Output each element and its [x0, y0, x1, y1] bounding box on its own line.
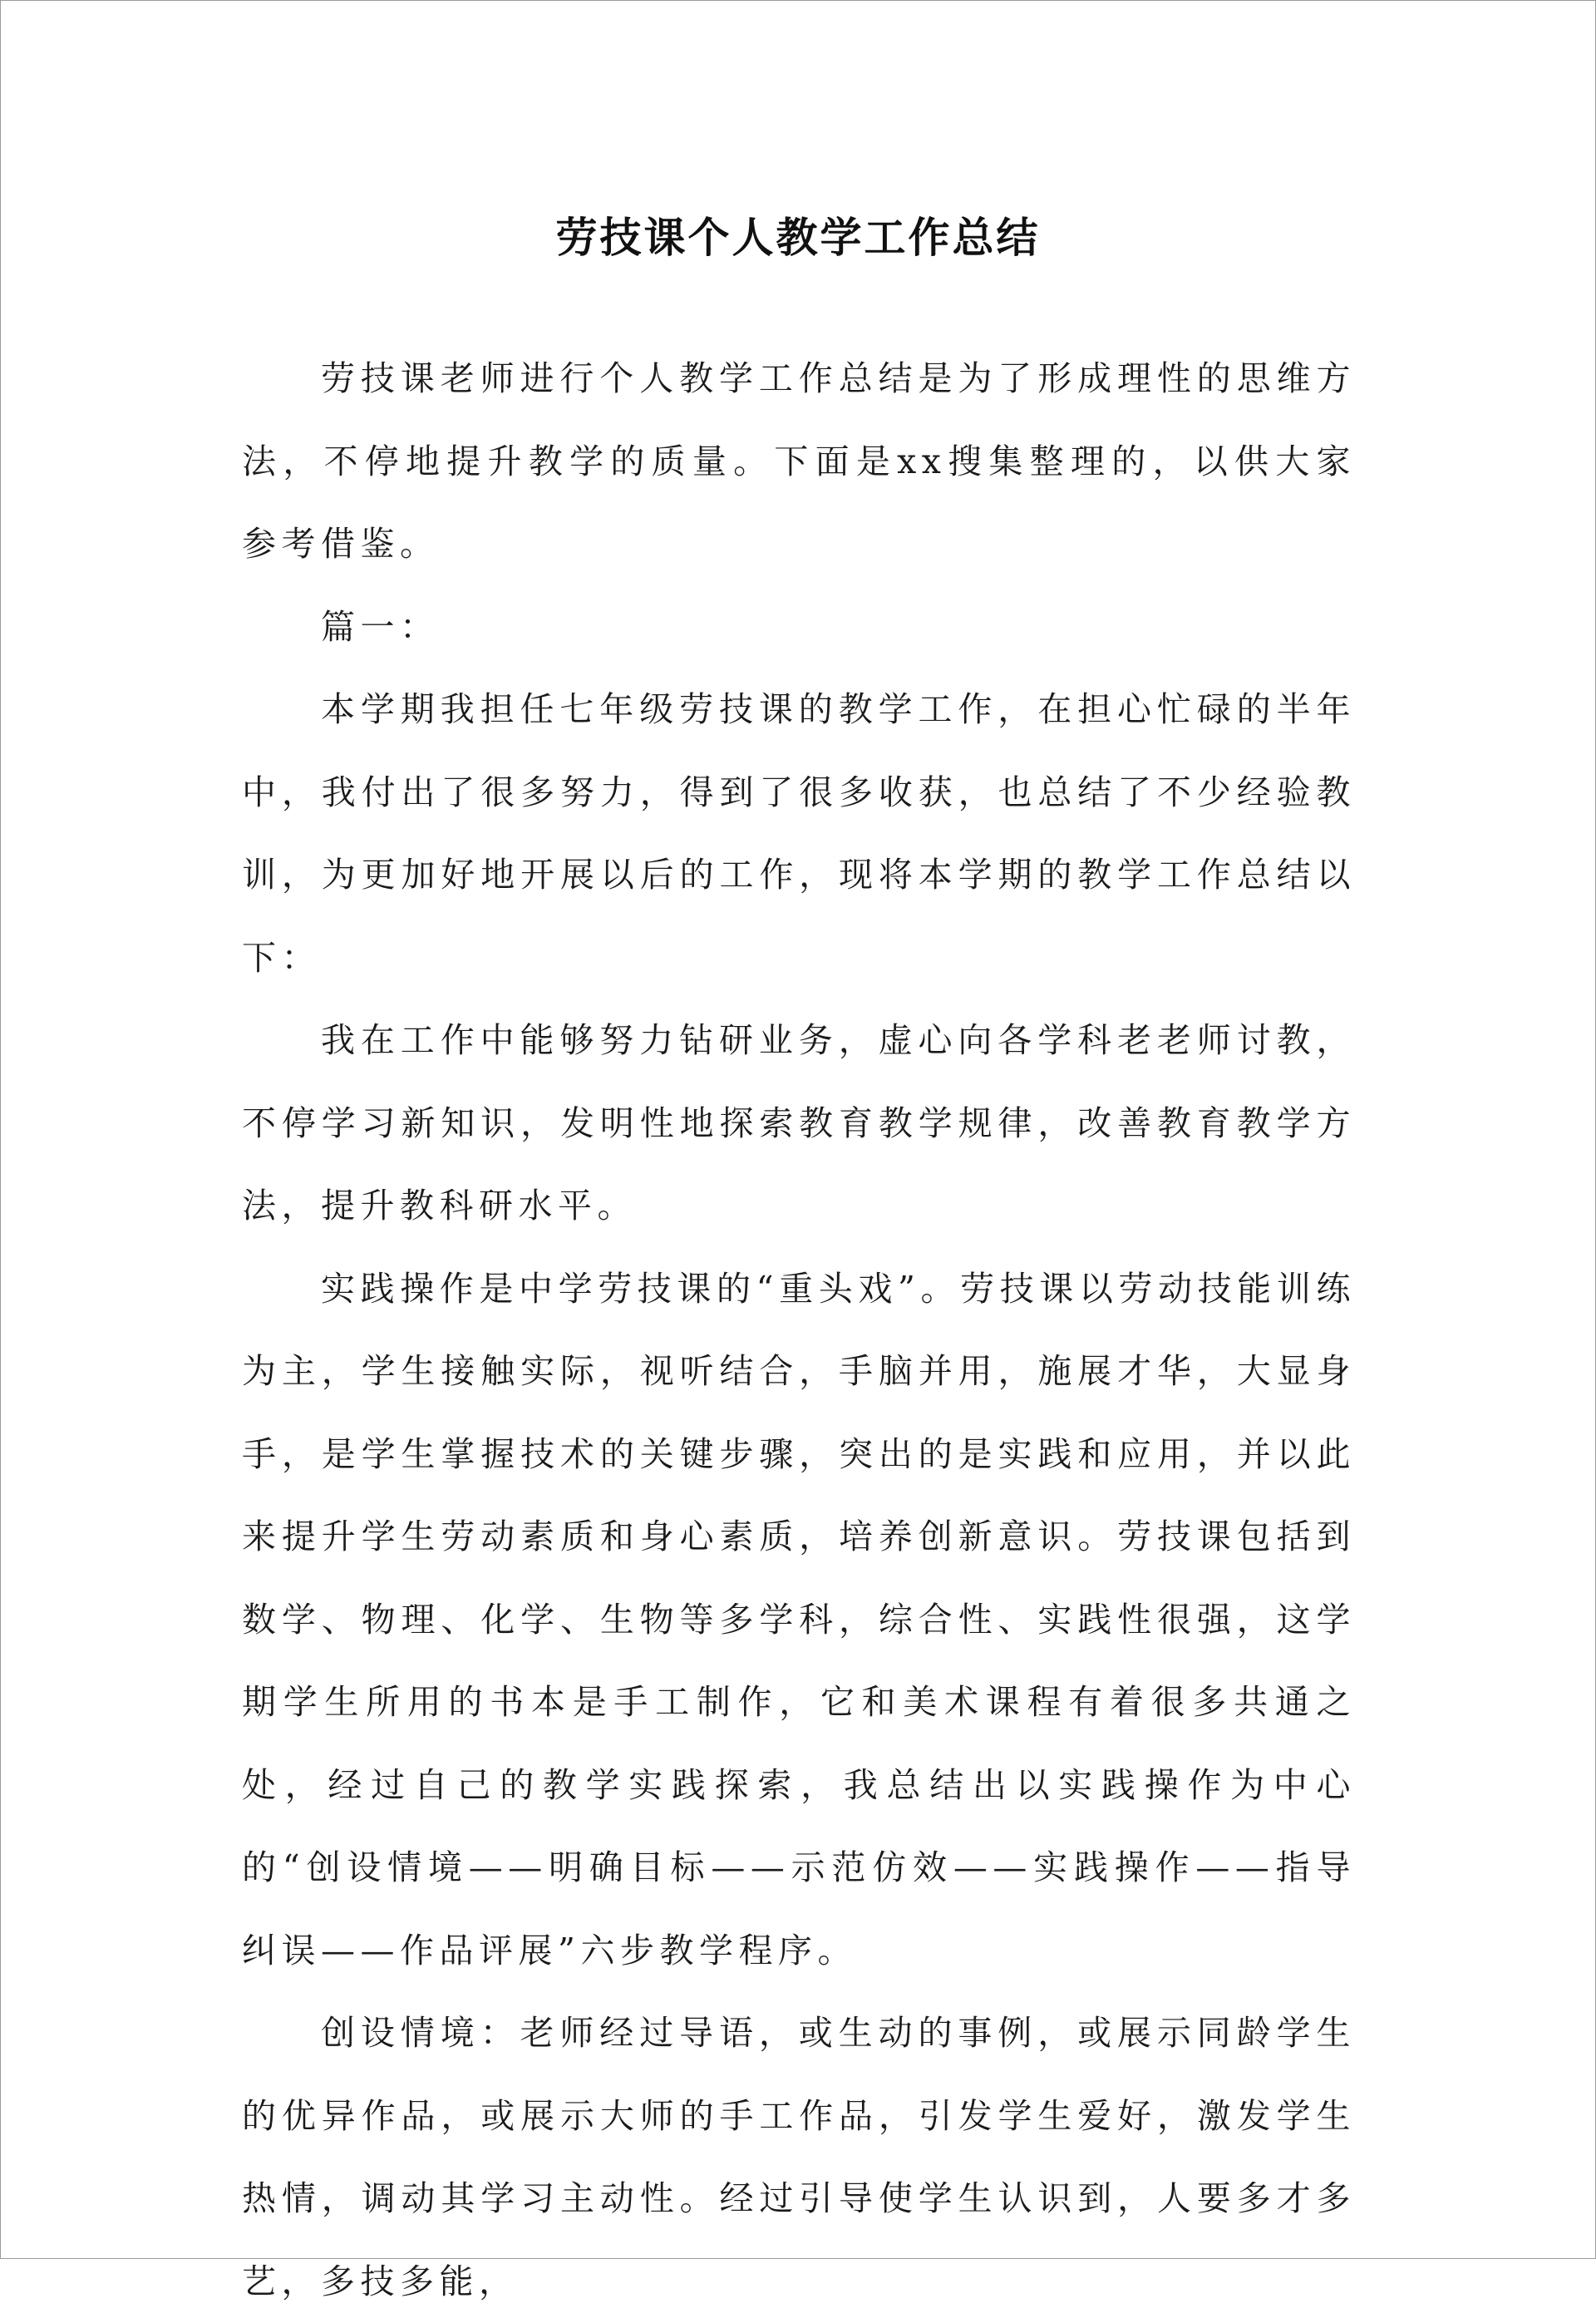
paragraph-intro: 劳技课老师进行个人教学工作总结是为了形成理性的思维方法，不停地提升教学的质量。下面是xx搜集整理的，以供大家参考借鉴。	[242, 358, 1356, 564]
paragraph-professional-study: 我在工作中能够努力钻研业务，虚心向各学科老老师讨教，不停学习新知识，发明性地探索教育教学规律，改善教育教学方法，提升教科研水平。	[242, 1020, 1356, 1226]
document-body	[242, 338, 1356, 2323]
paragraph-create-context: 创设情境：老师经过导语，或生动的事例，或展示同龄学生的优异作品，或展示大师的手工作品，引发学生爱好，激发学生热情，调动其学习主动性。经过引导使学生认识到，人要多才多艺，多技多能，	[242, 2013, 1356, 2301]
paragraph-semester-overview: 本学期我担任七年级劳技课的教学工作，在担心忙碌的半年中，我付出了很多努力，得到了很多收获，也总结了不少经验教训，为更加好地开展以后的工作，现将本学期的教学工作总结以下：	[242, 689, 1356, 978]
paragraph-practical-operation: 实践操作是中学劳技课的“重头戏”。劳技课以劳动技能训练为主，学生接触实际，视听结合，手脑并用，施展才华，大显身手，是学生掌握技术的关键步骤，突出的是实践和应用，并以此来提升学生劳动素质和身心素质，培养创新意识。劳技课包括到数学、物理、化学、生物等多学科，综合性、实践性很强，这学期学生所用的书本是手工制作，它和美术课程有着很多共通之处，经过自己的教学实践探索，我总结出以实践操作为中心的“创设情境——明确目标——示范仿效——实践操作——指导纠误——作品评展”六步教学程序。	[242, 1268, 1356, 1970]
document-title: 劳技课个人教学工作总结	[555, 213, 1041, 262]
paragraph-section-heading: 篇一：	[321, 606, 440, 647]
